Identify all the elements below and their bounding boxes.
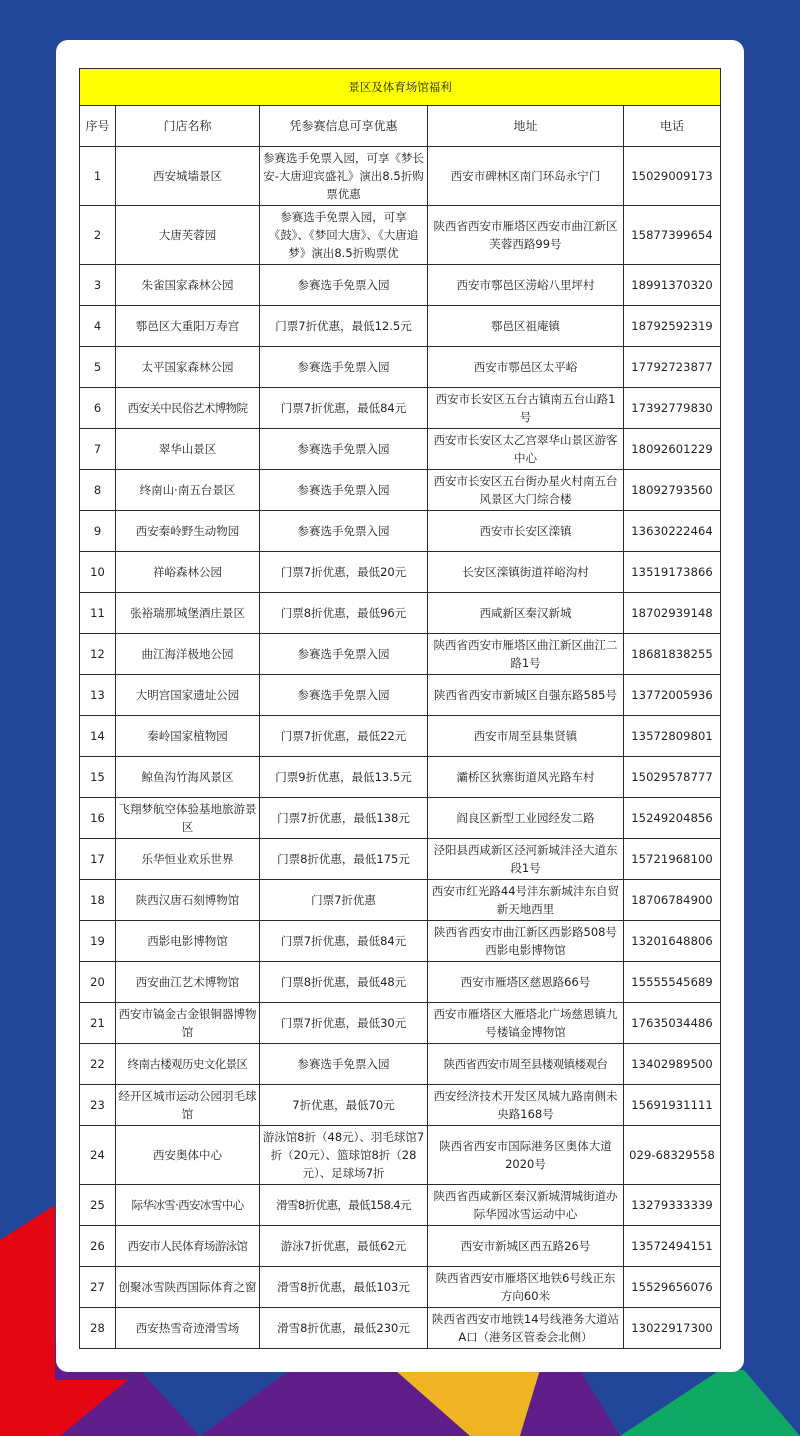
cell-store-name: 翠华山景区	[116, 429, 260, 470]
cell-offer: 参赛选手免票入园	[260, 470, 428, 511]
cell-address: 陕西省西咸新区秦汉新城渭城街道办际华园冰雪运动中心	[428, 1185, 624, 1226]
table-row	[80, 798, 721, 839]
cell-offer: 滑雪8折优惠，最低230元	[260, 1308, 428, 1349]
cell-address: 西安市周至县集贤镇	[428, 716, 624, 757]
table-row	[80, 1185, 721, 1226]
cell-offer: 游泳馆8折（48元）、羽毛球馆7折（20元）、篮球馆8折（28元）、足球场7折	[260, 1126, 428, 1185]
cell-index: 26	[80, 1226, 116, 1267]
header-store-name: 门店名称	[116, 106, 260, 147]
table-row	[80, 675, 721, 716]
cell-store-name: 大唐芙蓉园	[116, 206, 260, 265]
cell-index: 1	[80, 147, 116, 206]
cell-phone: 15029009173	[624, 147, 721, 206]
cell-address: 灞桥区狄寨街道风光路车村	[428, 757, 624, 798]
cell-store-name: 大明宫国家遗址公园	[116, 675, 260, 716]
cell-offer: 门票8折优惠，最低96元	[260, 593, 428, 634]
cell-store-name: 西安城墙景区	[116, 147, 260, 206]
table-row	[80, 147, 721, 206]
cell-offer: 门票7折优惠，最低84元	[260, 921, 428, 962]
cell-address: 西安市长安区五台古镇南五台山路1号	[428, 388, 624, 429]
cell-index: 2	[80, 206, 116, 265]
cell-offer: 7折优惠，最低70元	[260, 1085, 428, 1126]
cell-index: 3	[80, 265, 116, 306]
cell-address: 陕西省西安市雁塔区地铁6号线正东方向60米	[428, 1267, 624, 1308]
table-row	[80, 634, 721, 675]
cell-address: 泾阳县西咸新区泾河新城沣泾大道东段1号	[428, 839, 624, 880]
table-row	[80, 347, 721, 388]
cell-index: 18	[80, 880, 116, 921]
cell-store-name: 张裕瑞那城堡酒庄景区	[116, 593, 260, 634]
header-offer: 凭参赛信息可享优惠	[260, 106, 428, 147]
table-row	[80, 1044, 721, 1085]
cell-index: 17	[80, 839, 116, 880]
cell-store-name: 终南山·南五台景区	[116, 470, 260, 511]
cell-phone: 029-68329558	[624, 1126, 721, 1185]
table-row	[80, 962, 721, 1003]
table-title: 景区及体育场馆福利	[80, 69, 721, 106]
cell-address: 陕西省西安市雁塔区西安市曲江新区芙蓉西路99号	[428, 206, 624, 265]
cell-phone: 13572809801	[624, 716, 721, 757]
cell-index: 13	[80, 675, 116, 716]
cell-store-name: 飞翔梦航空体验基地旅游景区	[116, 798, 260, 839]
cell-index: 23	[80, 1085, 116, 1126]
table-row	[80, 921, 721, 962]
cell-phone: 15721968100	[624, 839, 721, 880]
cell-store-name: 经开区城市运动公园羽毛球馆	[116, 1085, 260, 1126]
cell-index: 20	[80, 962, 116, 1003]
cell-phone: 18706784900	[624, 880, 721, 921]
cell-address: 西安市红光路44号沣东新城沣东自贸新天地西里	[428, 880, 624, 921]
cell-offer: 参赛选手免票入园，可享《鼓》、《梦回大唐》、《大唐追梦》演出8.5折购票优	[260, 206, 428, 265]
cell-offer: 参赛选手免票入园	[260, 675, 428, 716]
cell-phone: 13402989500	[624, 1044, 721, 1085]
cell-index: 9	[80, 511, 116, 552]
cell-address: 阎良区新型工业园经发二路	[428, 798, 624, 839]
cell-address: 陕西省西安市地铁14号线港务大道站A口（港务区管委会北侧）	[428, 1308, 624, 1349]
table-row	[80, 716, 721, 757]
cell-offer: 游泳7折优惠，最低62元	[260, 1226, 428, 1267]
table-row	[80, 593, 721, 634]
cell-phone: 15555545689	[624, 962, 721, 1003]
cell-offer: 参赛选手免票入园，可享《梦长安-大唐迎宾盛礼》演出8.5折购票优惠	[260, 147, 428, 206]
table-row	[80, 839, 721, 880]
cell-phone: 13772005936	[624, 675, 721, 716]
cell-store-name: 朱雀国家森林公园	[116, 265, 260, 306]
cell-phone: 17792723877	[624, 347, 721, 388]
cell-index: 4	[80, 306, 116, 347]
table-row	[80, 1003, 721, 1044]
cell-phone: 13572494151	[624, 1226, 721, 1267]
table-row	[80, 1126, 721, 1185]
cell-address: 西安市长安区太乙宫翠华山景区游客中心	[428, 429, 624, 470]
cell-offer: 门票8折优惠，最低48元	[260, 962, 428, 1003]
cell-store-name: 曲江海洋极地公园	[116, 634, 260, 675]
cell-phone: 18092793560	[624, 470, 721, 511]
cell-address: 西安市鄠邑区涝峪八里坪村	[428, 265, 624, 306]
cell-index: 27	[80, 1267, 116, 1308]
cell-address: 陕西省西安市国际港务区奥体大道2020号	[428, 1126, 624, 1185]
cell-address: 陕西省西安市周至县楼观镇楼观台	[428, 1044, 624, 1085]
cell-store-name: 鄠邑区大重阳万寿宫	[116, 306, 260, 347]
header-phone: 电话	[624, 106, 721, 147]
cell-phone: 18702939148	[624, 593, 721, 634]
cell-store-name: 太平国家森林公园	[116, 347, 260, 388]
cell-phone: 18991370320	[624, 265, 721, 306]
table-row	[80, 1085, 721, 1126]
table-row	[80, 470, 721, 511]
cell-index: 22	[80, 1044, 116, 1085]
cell-phone: 17392779830	[624, 388, 721, 429]
table-row	[80, 1226, 721, 1267]
cell-offer: 参赛选手免票入园	[260, 511, 428, 552]
cell-phone: 15029578777	[624, 757, 721, 798]
cell-phone: 15877399654	[624, 206, 721, 265]
table-row	[80, 1308, 721, 1349]
cell-store-name: 西安曲江艺术博物馆	[116, 962, 260, 1003]
cell-index: 8	[80, 470, 116, 511]
cell-phone: 17635034486	[624, 1003, 721, 1044]
cell-store-name: 际华冰雪·西安冰雪中心	[116, 1185, 260, 1226]
cell-offer: 参赛选手免票入园	[260, 265, 428, 306]
cell-offer: 门票8折优惠，最低175元	[260, 839, 428, 880]
cell-address: 西安市长安区五台街办星火村南五台风景区大门综合楼	[428, 470, 624, 511]
cell-address: 陕西省西安市曲江新区西影路508号西影电影博物馆	[428, 921, 624, 962]
cell-offer: 参赛选手免票入园	[260, 347, 428, 388]
benefits-table	[79, 68, 721, 1349]
cell-phone: 18092601229	[624, 429, 721, 470]
table-row	[80, 880, 721, 921]
cell-store-name: 西安市镐金古金银铜器博物馆	[116, 1003, 260, 1044]
table-row	[80, 552, 721, 593]
cell-address: 陕西省西安市雁塔区曲江新区曲江二路1号	[428, 634, 624, 675]
cell-index: 24	[80, 1126, 116, 1185]
cell-store-name: 西影电影博物馆	[116, 921, 260, 962]
table-row	[80, 206, 721, 265]
table-row	[80, 757, 721, 798]
table-row	[80, 388, 721, 429]
cell-index: 15	[80, 757, 116, 798]
cell-address: 陕西省西安市新城区自强东路585号	[428, 675, 624, 716]
table-row	[80, 306, 721, 347]
cell-offer: 门票7折优惠	[260, 880, 428, 921]
cell-store-name: 鲸鱼沟竹海风景区	[116, 757, 260, 798]
cell-offer: 门票7折优惠，最低138元	[260, 798, 428, 839]
cell-phone: 15249204856	[624, 798, 721, 839]
cell-index: 14	[80, 716, 116, 757]
cell-store-name: 终南古楼观历史文化景区	[116, 1044, 260, 1085]
table-row	[80, 265, 721, 306]
cell-address: 西安市鄠邑区太平峪	[428, 347, 624, 388]
cell-offer: 参赛选手免票入园	[260, 1044, 428, 1085]
table-row	[80, 511, 721, 552]
table-title-row	[80, 69, 721, 106]
cell-index: 6	[80, 388, 116, 429]
cell-index: 11	[80, 593, 116, 634]
cell-offer: 参赛选手免票入园	[260, 429, 428, 470]
cell-phone: 13630222464	[624, 511, 721, 552]
cell-offer: 门票7折优惠，最低22元	[260, 716, 428, 757]
cell-store-name: 祥峪森林公园	[116, 552, 260, 593]
cell-index: 25	[80, 1185, 116, 1226]
cell-store-name: 陕西汉唐石刻博物馆	[116, 880, 260, 921]
cell-address: 西安市雁塔区慈恩路66号	[428, 962, 624, 1003]
cell-index: 7	[80, 429, 116, 470]
cell-address: 西安市碑林区南门环岛永宁门	[428, 147, 624, 206]
cell-offer: 门票7折优惠，最低12.5元	[260, 306, 428, 347]
cell-offer: 滑雪8折优惠，最低103元	[260, 1267, 428, 1308]
benefits-card	[56, 40, 744, 1372]
cell-address: 西安市长安区滦镇	[428, 511, 624, 552]
cell-offer: 门票7折优惠，最低84元	[260, 388, 428, 429]
cell-index: 28	[80, 1308, 116, 1349]
cell-address: 西安市新城区西五路26号	[428, 1226, 624, 1267]
cell-store-name: 西安奥体中心	[116, 1126, 260, 1185]
cell-phone: 15529656076	[624, 1267, 721, 1308]
cell-address: 西安市雁塔区大雁塔北广场慈恩镇九号楼镐金博物馆	[428, 1003, 624, 1044]
header-address: 地址	[428, 106, 624, 147]
cell-store-name: 秦岭国家植物园	[116, 716, 260, 757]
cell-store-name: 创聚冰雪陕西国际体育之窗	[116, 1267, 260, 1308]
cell-offer: 门票7折优惠，最低20元	[260, 552, 428, 593]
cell-store-name: 西安关中民俗艺术博物院	[116, 388, 260, 429]
cell-index: 10	[80, 552, 116, 593]
cell-offer: 参赛选手免票入园	[260, 634, 428, 675]
table-row	[80, 1267, 721, 1308]
cell-offer: 门票9折优惠，最低13.5元	[260, 757, 428, 798]
cell-index: 21	[80, 1003, 116, 1044]
cell-address: 西咸新区秦汉新城	[428, 593, 624, 634]
cell-index: 19	[80, 921, 116, 962]
table-row	[80, 429, 721, 470]
header-index: 序号	[80, 106, 116, 147]
cell-store-name: 西安热雪奇迹滑雪场	[116, 1308, 260, 1349]
cell-address: 长安区滦镇街道祥峪沟村	[428, 552, 624, 593]
cell-index: 16	[80, 798, 116, 839]
cell-phone: 15691931111	[624, 1085, 721, 1126]
cell-store-name: 西安秦岭野生动物园	[116, 511, 260, 552]
cell-phone: 13201648806	[624, 921, 721, 962]
table-body	[80, 147, 721, 1349]
cell-store-name: 乐华恒业欢乐世界	[116, 839, 260, 880]
cell-address: 西安经济技术开发区凤城九路南侧未央路168号	[428, 1085, 624, 1126]
cell-phone: 13279333339	[624, 1185, 721, 1226]
cell-phone: 18792592319	[624, 306, 721, 347]
cell-address: 鄠邑区祖庵镇	[428, 306, 624, 347]
cell-store-name: 西安市人民体育场游泳馆	[116, 1226, 260, 1267]
cell-phone: 18681838255	[624, 634, 721, 675]
cell-phone: 13519173866	[624, 552, 721, 593]
cell-index: 5	[80, 347, 116, 388]
table-header-row	[80, 106, 721, 147]
cell-index: 12	[80, 634, 116, 675]
cell-phone: 13022917300	[624, 1308, 721, 1349]
cell-offer: 门票7折优惠，最低30元	[260, 1003, 428, 1044]
cell-offer: 滑雪8折优惠，最低158.4元	[260, 1185, 428, 1226]
